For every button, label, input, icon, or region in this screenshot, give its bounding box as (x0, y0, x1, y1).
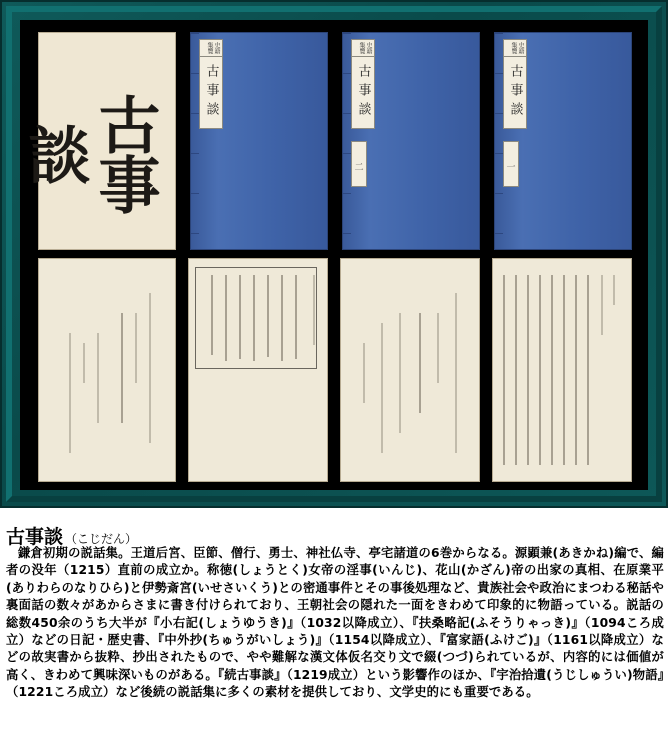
volume-number: 一 (506, 163, 516, 173)
slip-series: 史籍集覽 (358, 42, 372, 54)
cover-title: 古事談 (18, 93, 161, 213)
colophon-page-3 (340, 258, 480, 482)
cover-blue-3 (494, 32, 632, 250)
volume-number: 二 (354, 163, 364, 173)
caption-title: 古事談 (6, 526, 64, 548)
slip-title: 古事談 (507, 63, 523, 121)
cover-beige (18, 32, 176, 250)
slip-series: 史籍集覽 (510, 42, 524, 54)
book-photo (20, 20, 648, 490)
caption-body: 鎌倉初期の説話集。王道后宮、臣節、僧行、勇士、神社仏寺、亭宅諸道の6巻からなる。源顕兼(あきかね)編で、編者の没年（1215）直前の成立か。称徳(しょうとく)女帝の淫事(いんじ)、花山(かざん)帝の出家の真相、在原業平(ありわらのなりひら)と伊勢斎宮(いせさいくう)との密通事件とその事後処理など、貴族社会や政治にまつわる秘話や裏面話の数々があからさまに書き付けられており、王朝社会の隠れた一面をきわめて印象的に物語っている。説話の総数450余のうち大半が『小右記(しょうゆうき)』（1032以降成立）、『扶桑略記(ふそうりゃっき)』（1094ころ成立）などの日記・歴史書、『中外抄(ちゅうがいしょう)』（1154以降成立）、『富家語(ふけご)』（1161以降成立）などの故実書から抜粋、抄出されたもので、やや難解な漢文体仮名交り文で綴(つづ)られているが、内容的には価値が高く、きわめて興味深いものがある。『続古事談』（1219成立）という影響作のほか、『宇治拾遺(うじしゅうい)物語』（1221ころ成立）など後続の説話集に多くの素材を提供しており、文学史的にも重要である。 (6, 546, 664, 700)
cover-blue-1 (190, 32, 328, 250)
caption-reading: （こじだん） (65, 532, 138, 546)
volume-slip (351, 141, 367, 187)
slip-title: 古事談 (203, 63, 219, 121)
colophon-page-1 (38, 258, 176, 482)
colophon-page-2 (188, 258, 328, 482)
title-slip (351, 39, 375, 129)
text-page (492, 258, 632, 482)
title-slip (503, 39, 527, 129)
cover-blue-2 (342, 32, 480, 250)
slip-title: 古事談 (355, 63, 371, 121)
volume-slip (503, 141, 519, 187)
slip-series: 史籍集覽 (206, 42, 220, 54)
text-frame (195, 267, 317, 369)
title-slip (199, 39, 223, 129)
